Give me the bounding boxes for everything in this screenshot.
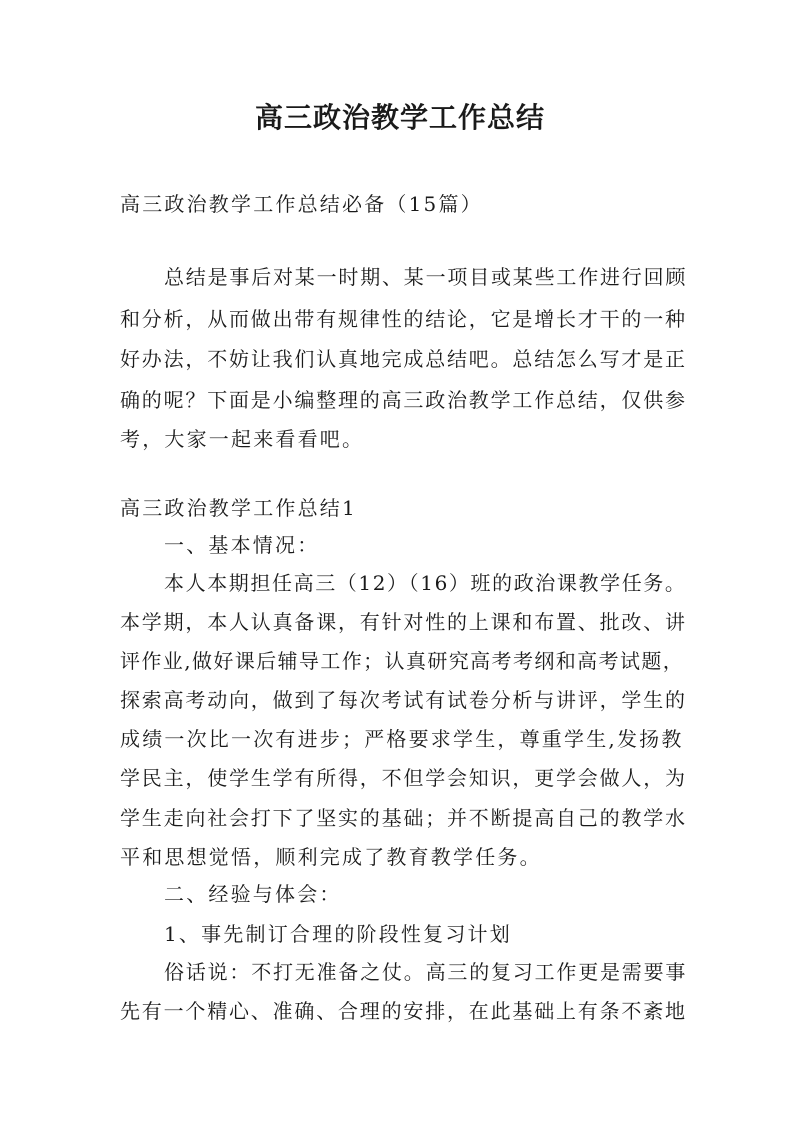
- intro-line: 确的呢？下面是小编整理的高三政治教学工作总结，仅供参: [120, 388, 687, 412]
- body-line: 探索高考动向，做到了每次考试有试卷分析与讲评，学生的: [120, 688, 687, 712]
- intro-line: 总结是事后对某一时期、某一项目或某些工作进行回顾: [164, 265, 688, 289]
- body-line: 本人本期担任高三（12）（16）班的政治课教学任务。: [164, 571, 687, 595]
- body-line: 平和思想觉悟，顺利完成了教育教学任务。: [120, 845, 542, 869]
- body-line: 先有一个精心、准确、合理的安排，在此基础上有条不紊地: [120, 999, 687, 1023]
- body-line: 学生走向社会打下了坚实的基础；并不断提高自己的教学水: [120, 806, 687, 830]
- document-subtitle: 高三政治教学工作总结必备（15篇）: [120, 192, 483, 216]
- heading-experience: 二、经验与体会：: [164, 882, 342, 906]
- body-line: 学民主，使学生学有所得，不但学会知识，更学会做人，为: [120, 766, 687, 790]
- body-line: 成绩一次比一次有进步；严格要求学生，尊重学生,发扬教: [120, 727, 684, 751]
- heading-basic-situation: 一、基本情况：: [164, 533, 320, 557]
- intro-line: 考，大家一起来看看吧。: [120, 427, 365, 451]
- intro-line: 和分析，从而做出带有规律性的结论，它是增长才干的一种: [120, 307, 687, 331]
- intro-line: 好办法，不妨让我们认真地完成总结吧。总结怎么写才是正: [120, 347, 687, 371]
- body-line: 俗话说：不打无准备之仗。高三的复习工作更是需要事: [164, 960, 688, 984]
- document-title: 高三政治教学工作总结: [254, 101, 545, 134]
- section-title: 高三政治教学工作总结1: [120, 496, 357, 520]
- body-line: 本学期，本人认真备课，有针对性的上课和布置、批改、讲: [120, 610, 687, 634]
- subheading-review-plan: 1、事先制订合理的阶段性复习计划: [164, 922, 512, 946]
- body-line: 评作业,做好课后辅导工作；认真研究高考考纲和高考试题，: [120, 649, 685, 673]
